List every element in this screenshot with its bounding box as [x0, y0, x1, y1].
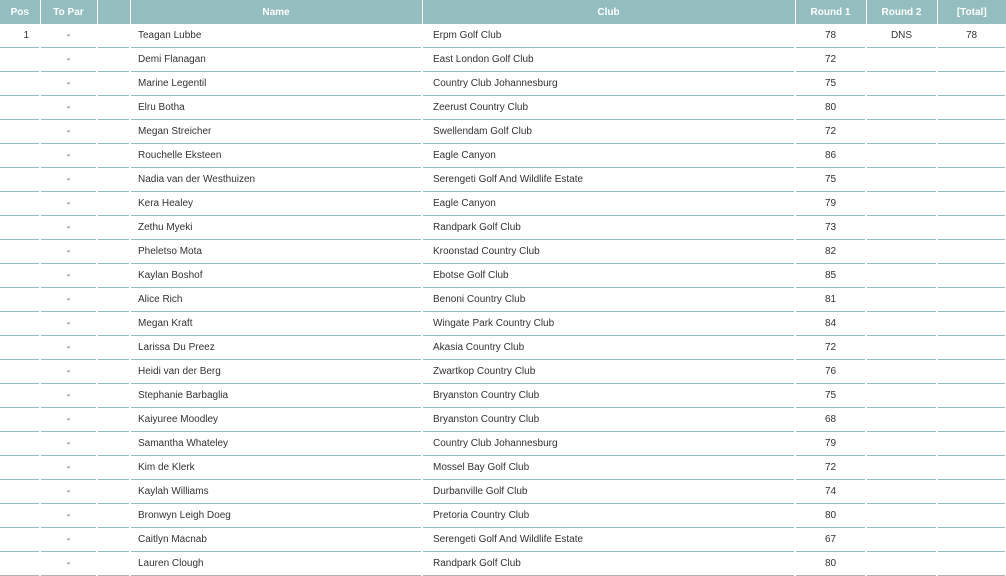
cell-player-name: Kim de Klerk	[130, 456, 422, 480]
cell-total: 78	[937, 24, 1006, 48]
cell-club: Zeerust Country Club	[422, 96, 795, 120]
cell-to-par: -	[40, 120, 97, 144]
cell-club: Akasia Country Club	[422, 336, 795, 360]
cell-pos	[0, 552, 40, 576]
cell-round-1: 85	[795, 264, 866, 288]
cell-to-par: -	[40, 216, 97, 240]
cell-to-par: -	[40, 552, 97, 576]
cell-to-par: -	[40, 192, 97, 216]
cell-round-1: 86	[795, 144, 866, 168]
cell-club: Randpark Golf Club	[422, 216, 795, 240]
table-row[interactable]	[0, 312, 1006, 336]
cell-player-name: Bronwyn Leigh Doeg	[130, 504, 422, 528]
cell-pos	[0, 528, 40, 552]
cell-blank	[97, 336, 130, 360]
cell-player-name: Nadia van der Westhuizen	[130, 168, 422, 192]
cell-round-2	[866, 192, 937, 216]
cell-round-2	[866, 72, 937, 96]
cell-round-2	[866, 144, 937, 168]
cell-blank	[97, 384, 130, 408]
cell-player-name: Marine Legentil	[130, 72, 422, 96]
header-total[interactable]: [Total]	[937, 0, 1006, 24]
cell-round-1: 79	[795, 192, 866, 216]
header-row	[0, 0, 1006, 24]
cell-pos	[0, 48, 40, 72]
table-row[interactable]	[0, 48, 1006, 72]
table-row[interactable]	[0, 96, 1006, 120]
cell-round-1: 82	[795, 240, 866, 264]
cell-round-1: 73	[795, 216, 866, 240]
cell-to-par: -	[40, 504, 97, 528]
cell-round-2	[866, 216, 937, 240]
cell-to-par: -	[40, 456, 97, 480]
table-row[interactable]	[0, 456, 1006, 480]
cell-pos	[0, 72, 40, 96]
cell-round-2	[866, 552, 937, 576]
cell-round-1: 67	[795, 528, 866, 552]
cell-round-2	[866, 504, 937, 528]
cell-player-name: Megan Kraft	[130, 312, 422, 336]
table-row[interactable]	[0, 360, 1006, 384]
cell-round-1: 78	[795, 24, 866, 48]
cell-round-1: 75	[795, 72, 866, 96]
cell-round-2	[866, 312, 937, 336]
cell-to-par: -	[40, 264, 97, 288]
cell-round-1: 84	[795, 312, 866, 336]
cell-pos	[0, 336, 40, 360]
cell-round-2	[866, 384, 937, 408]
cell-club: Bryanston Country Club	[422, 384, 795, 408]
table-row[interactable]	[0, 504, 1006, 528]
cell-to-par: -	[40, 144, 97, 168]
cell-total	[937, 264, 1006, 288]
cell-player-name: Samantha Whateley	[130, 432, 422, 456]
table-row[interactable]	[0, 336, 1006, 360]
cell-club: Country Club Johannesburg	[422, 72, 795, 96]
cell-blank	[97, 120, 130, 144]
cell-blank	[97, 264, 130, 288]
cell-blank	[97, 312, 130, 336]
cell-round-1: 75	[795, 384, 866, 408]
cell-club: Durbanville Golf Club	[422, 480, 795, 504]
cell-player-name: Caitlyn Macnab	[130, 528, 422, 552]
cell-total	[937, 312, 1006, 336]
header-club[interactable]: Club	[422, 0, 795, 24]
cell-round-1: 76	[795, 360, 866, 384]
header-pos[interactable]: Pos	[0, 0, 40, 24]
cell-total	[937, 240, 1006, 264]
table-row[interactable]	[0, 480, 1006, 504]
cell-to-par: -	[40, 528, 97, 552]
cell-player-name: Elru Botha	[130, 96, 422, 120]
cell-total	[937, 456, 1006, 480]
cell-total	[937, 552, 1006, 576]
cell-blank	[97, 432, 130, 456]
cell-blank	[97, 408, 130, 432]
cell-total	[937, 528, 1006, 552]
cell-pos	[0, 264, 40, 288]
cell-round-1: 80	[795, 96, 866, 120]
cell-blank	[97, 360, 130, 384]
cell-to-par: -	[40, 240, 97, 264]
cell-club: Mossel Bay Golf Club	[422, 456, 795, 480]
table-row[interactable]	[0, 192, 1006, 216]
cell-to-par: -	[40, 24, 97, 48]
cell-round-1: 74	[795, 480, 866, 504]
cell-to-par: -	[40, 96, 97, 120]
cell-round-2: DNS	[866, 24, 937, 48]
cell-club: Eagle Canyon	[422, 144, 795, 168]
cell-round-1: 75	[795, 168, 866, 192]
cell-total	[937, 144, 1006, 168]
cell-total	[937, 480, 1006, 504]
header-round-2[interactable]: Round 2	[866, 0, 937, 24]
cell-blank	[97, 72, 130, 96]
cell-pos	[0, 120, 40, 144]
cell-to-par: -	[40, 288, 97, 312]
cell-round-2	[866, 264, 937, 288]
cell-club: Bryanston Country Club	[422, 408, 795, 432]
table-row[interactable]	[0, 24, 1006, 48]
cell-round-1: 80	[795, 504, 866, 528]
table-row[interactable]	[0, 168, 1006, 192]
cell-player-name: Teagan Lubbe	[130, 24, 422, 48]
table-row[interactable]	[0, 432, 1006, 456]
cell-to-par: -	[40, 72, 97, 96]
cell-total	[937, 360, 1006, 384]
header-to-par[interactable]: To Par	[40, 0, 97, 24]
cell-pos	[0, 288, 40, 312]
cell-total	[937, 168, 1006, 192]
table-row[interactable]	[0, 72, 1006, 96]
cell-pos	[0, 216, 40, 240]
cell-pos	[0, 312, 40, 336]
cell-round-2	[866, 432, 937, 456]
cell-round-2	[866, 168, 937, 192]
cell-club: Pretoria Country Club	[422, 504, 795, 528]
cell-round-1: 72	[795, 456, 866, 480]
cell-blank	[97, 216, 130, 240]
cell-round-2	[866, 288, 937, 312]
cell-blank	[97, 240, 130, 264]
cell-club: Ebotse Golf Club	[422, 264, 795, 288]
cell-club: Serengeti Golf And Wildlife Estate	[422, 168, 795, 192]
table-row[interactable]	[0, 216, 1006, 240]
header-round-1[interactable]: Round 1	[795, 0, 866, 24]
cell-player-name: Kera Healey	[130, 192, 422, 216]
cell-player-name: Kaylah Williams	[130, 480, 422, 504]
cell-club: Swellendam Golf Club	[422, 120, 795, 144]
table-row[interactable]	[0, 408, 1006, 432]
cell-player-name: Lauren Clough	[130, 552, 422, 576]
cell-blank	[97, 528, 130, 552]
cell-pos	[0, 408, 40, 432]
cell-blank	[97, 192, 130, 216]
cell-round-2	[866, 408, 937, 432]
cell-club: Serengeti Golf And Wildlife Estate	[422, 528, 795, 552]
cell-pos	[0, 480, 40, 504]
cell-to-par: -	[40, 408, 97, 432]
cell-round-1: 81	[795, 288, 866, 312]
cell-total	[937, 72, 1006, 96]
cell-blank	[97, 552, 130, 576]
cell-pos	[0, 168, 40, 192]
cell-round-2	[866, 528, 937, 552]
cell-player-name: Pheletso Mota	[130, 240, 422, 264]
cell-to-par: -	[40, 312, 97, 336]
cell-club: East London Golf Club	[422, 48, 795, 72]
cell-blank	[97, 24, 130, 48]
cell-player-name: Kaylan Boshof	[130, 264, 422, 288]
cell-blank	[97, 144, 130, 168]
cell-blank	[97, 480, 130, 504]
table-row[interactable]	[0, 528, 1006, 552]
cell-total	[937, 120, 1006, 144]
cell-total	[937, 216, 1006, 240]
cell-blank	[97, 48, 130, 72]
cell-round-1: 68	[795, 408, 866, 432]
cell-total	[937, 408, 1006, 432]
cell-round-2	[866, 96, 937, 120]
header-name[interactable]: Name	[130, 0, 422, 24]
cell-club: Eagle Canyon	[422, 192, 795, 216]
cell-to-par: -	[40, 336, 97, 360]
cell-club: Erpm Golf Club	[422, 24, 795, 48]
cell-round-2	[866, 336, 937, 360]
cell-round-2	[866, 480, 937, 504]
cell-blank	[97, 96, 130, 120]
cell-pos: 1	[0, 24, 40, 48]
cell-player-name: Kaiyuree Moodley	[130, 408, 422, 432]
cell-club: Benoni Country Club	[422, 288, 795, 312]
cell-round-1: 72	[795, 336, 866, 360]
cell-total	[937, 288, 1006, 312]
cell-pos	[0, 456, 40, 480]
cell-pos	[0, 96, 40, 120]
cell-total	[937, 96, 1006, 120]
cell-player-name: Demi Flanagan	[130, 48, 422, 72]
cell-blank	[97, 456, 130, 480]
cell-pos	[0, 144, 40, 168]
cell-player-name: Larissa Du Preez	[130, 336, 422, 360]
cell-total	[937, 192, 1006, 216]
cell-round-2	[866, 120, 937, 144]
cell-player-name: Rouchelle Eksteen	[130, 144, 422, 168]
cell-pos	[0, 384, 40, 408]
cell-total	[937, 336, 1006, 360]
cell-blank	[97, 504, 130, 528]
cell-club: Kroonstad Country Club	[422, 240, 795, 264]
cell-player-name: Alice Rich	[130, 288, 422, 312]
cell-player-name: Stephanie Barbaglia	[130, 384, 422, 408]
table-row[interactable]	[0, 120, 1006, 144]
cell-total	[937, 48, 1006, 72]
cell-player-name: Heidi van der Berg	[130, 360, 422, 384]
cell-pos	[0, 504, 40, 528]
cell-round-1: 72	[795, 48, 866, 72]
cell-to-par: -	[40, 480, 97, 504]
cell-club: Country Club Johannesburg	[422, 432, 795, 456]
table-row[interactable]	[0, 384, 1006, 408]
cell-player-name: Zethu Myeki	[130, 216, 422, 240]
cell-total	[937, 432, 1006, 456]
cell-pos	[0, 360, 40, 384]
cell-round-1: 79	[795, 432, 866, 456]
table-row[interactable]	[0, 552, 1006, 576]
cell-round-2	[866, 360, 937, 384]
table-row[interactable]	[0, 264, 1006, 288]
cell-to-par: -	[40, 48, 97, 72]
cell-total	[937, 384, 1006, 408]
table-row[interactable]	[0, 288, 1006, 312]
table-row[interactable]	[0, 144, 1006, 168]
cell-pos	[0, 240, 40, 264]
cell-blank	[97, 288, 130, 312]
cell-round-1: 80	[795, 552, 866, 576]
cell-round-1: 72	[795, 120, 866, 144]
cell-round-2	[866, 48, 937, 72]
header-blank	[97, 0, 130, 24]
cell-to-par: -	[40, 168, 97, 192]
cell-club: Randpark Golf Club	[422, 552, 795, 576]
cell-blank	[97, 168, 130, 192]
cell-pos	[0, 192, 40, 216]
cell-round-2	[866, 240, 937, 264]
cell-to-par: -	[40, 432, 97, 456]
table-row[interactable]	[0, 240, 1006, 264]
cell-to-par: -	[40, 360, 97, 384]
cell-player-name: Megan Streicher	[130, 120, 422, 144]
cell-round-2	[866, 456, 937, 480]
cell-club: Wingate Park Country Club	[422, 312, 795, 336]
cell-pos	[0, 432, 40, 456]
cell-total	[937, 504, 1006, 528]
cell-club: Zwartkop Country Club	[422, 360, 795, 384]
cell-to-par: -	[40, 384, 97, 408]
